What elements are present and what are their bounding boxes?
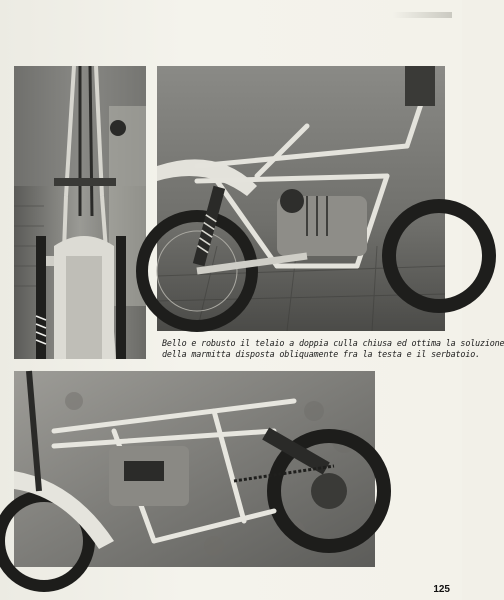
photo-frame-side-view [157,66,445,331]
photo-side-image [157,66,445,331]
photo-caption [162,338,504,360]
photo-frame-front-view [14,66,146,359]
photo-frame-lower-view [14,371,375,567]
photo-front-image [14,66,146,359]
page-number: 125 [433,584,450,595]
page-edge-mark [392,12,452,18]
caption-line-1: Bello e robusto il telaio a doppia culla chiusa ed ottima la soluzione [162,338,504,348]
photo-lower-image [14,371,375,567]
caption-line-2: della marmitta disposta obliquamente fra la testa e il serbatoio. [162,349,480,359]
